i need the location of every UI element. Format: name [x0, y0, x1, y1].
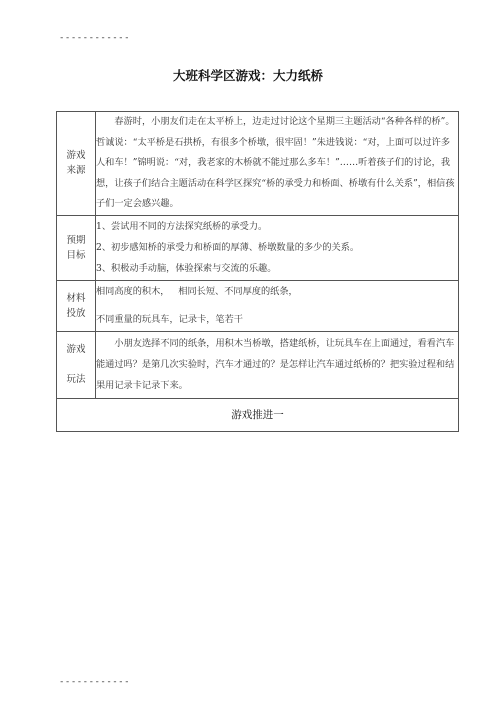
goal-item: 1、尝试用不同的方法探究纸桥的承受力。 — [96, 221, 268, 232]
row-source — [57, 112, 459, 216]
footer-rule: ------------ — [59, 677, 131, 687]
header-rule: ------------ — [59, 33, 131, 43]
label-materials-text: 材料 投放 — [66, 292, 86, 319]
page-title: 大班科学区游戏：大力纸桥 — [172, 68, 323, 83]
label-goals — [57, 215, 96, 280]
label-source-text: 游戏 来源 — [66, 150, 86, 177]
goal-item: 3、积极动手动脑，体验探索与交流的乐趣。 — [96, 263, 277, 274]
content-source — [96, 112, 459, 216]
activity-table — [56, 111, 459, 432]
content-play — [96, 331, 459, 398]
section-heading: 游戏推进一 — [57, 398, 459, 431]
materials-line: 不同重量的玩具车，记录卡，笔若干 — [96, 313, 243, 325]
content-materials — [96, 280, 459, 331]
row-section-heading — [57, 398, 459, 431]
label-play — [57, 331, 96, 398]
row-play — [57, 331, 459, 398]
row-goals — [57, 215, 459, 280]
label-source — [57, 112, 96, 216]
row-materials — [57, 280, 459, 331]
content-goals — [96, 215, 459, 280]
label-play-text: 游戏 玩法 — [66, 344, 86, 385]
play-paragraph: 小朋友选择不同的纸条，用积木当桥墩，搭建纸桥，让玩具车在上面通过，看看汽车能通过吗？是第几次实验时，汽车才通过的？是怎样让汽车通过纸桥的？把实验过程和结果用记录卡记录下来。 — [96, 338, 455, 391]
goal-item: 2、初步感知桥的承受力和桥面的厚薄、桥墩数量的多少的关系。 — [96, 242, 360, 253]
source-paragraph: 春游时，小朋友们走在太平桥上，边走过讨论这个星期三主题活动“各种各样的桥”。哲诚说：“太平桥是石拱桥，有很多个桥墩，很牢固！”朱进钱说：“对，上面可以过许多人和车！”锦明说：“对，我老家的木桥就不能过那么多车！”……听着孩子们的讨论，我想，让孩子们结合主题活动在科学区探究“桥的承受力和桥面、桥墩有什么关系”，相信孩子们一定会感兴趣。 — [96, 116, 455, 209]
label-goals-text: 预期 目标 — [66, 234, 86, 261]
materials-line: 相同高度的积木， 相同长短、不同厚度的纸条， — [96, 285, 298, 297]
label-materials — [57, 280, 96, 331]
